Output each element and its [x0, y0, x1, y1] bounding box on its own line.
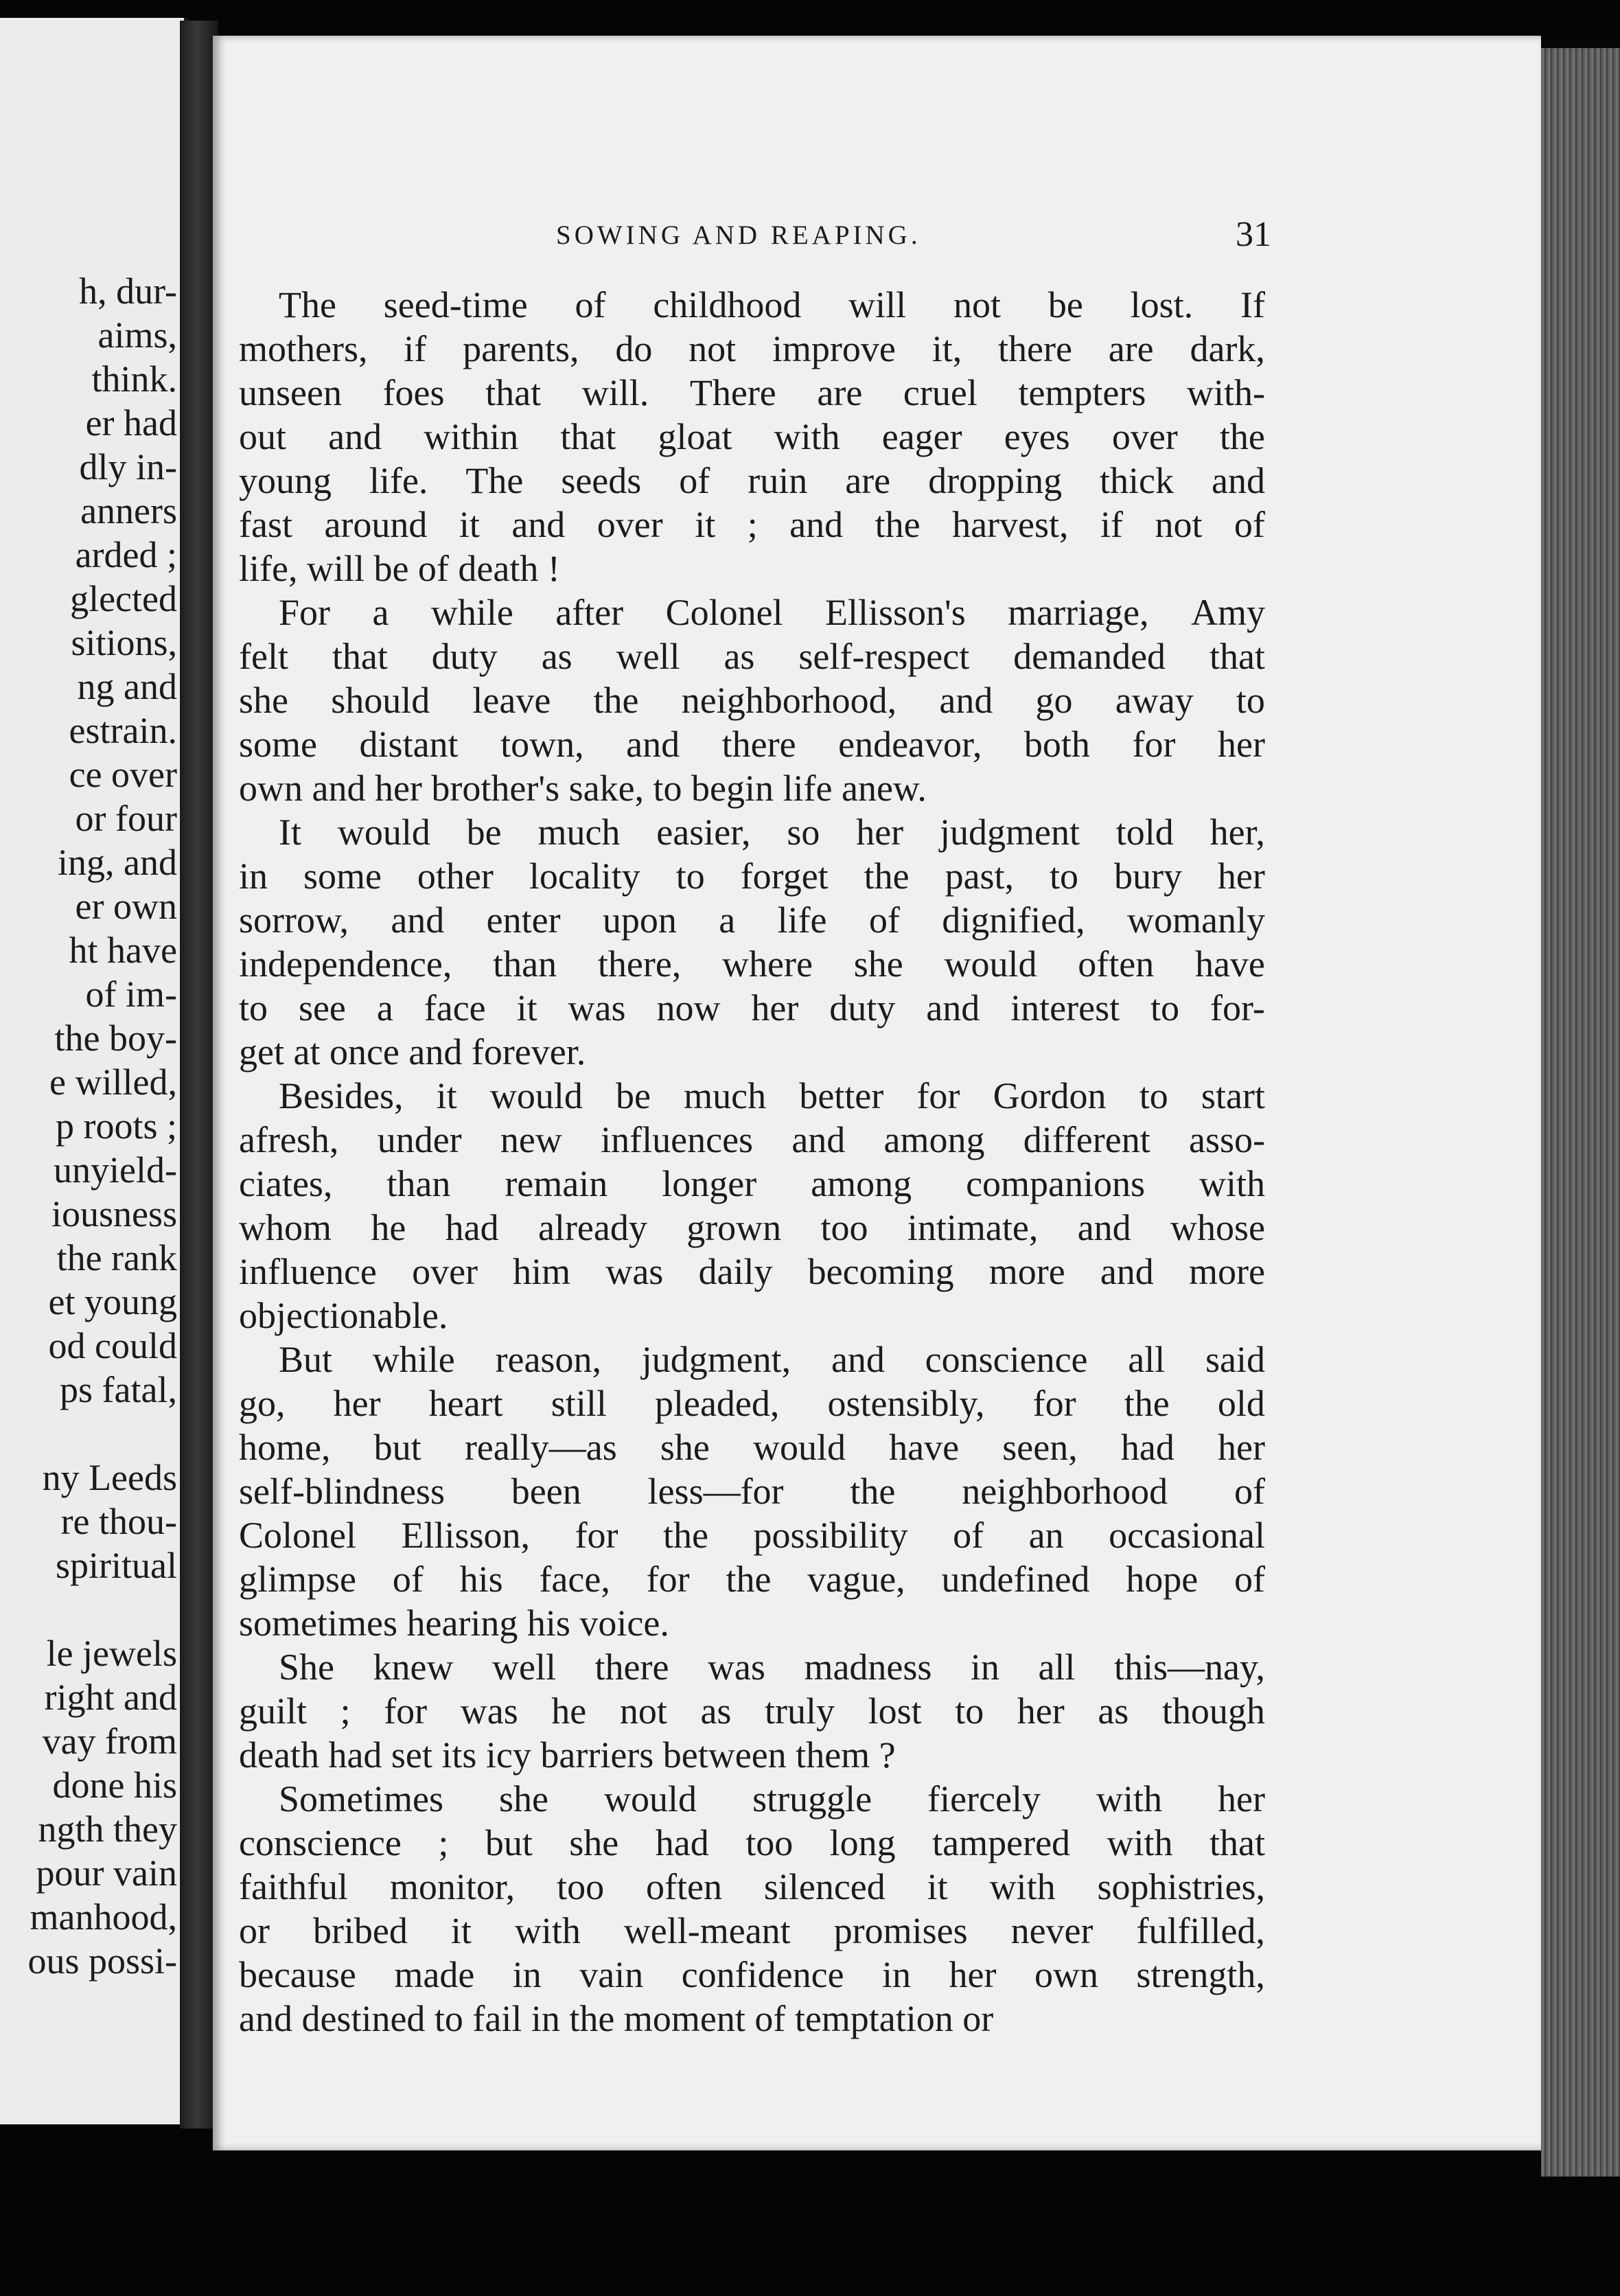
text-line: afresh, under new influences and among different asso- [239, 1119, 1265, 1160]
left-page-line: h, dur- [79, 271, 177, 312]
left-page-line: sitions, [71, 622, 177, 663]
text-line: The seed-time of childhood will not be lost. If [279, 284, 1265, 325]
text-line: self-blindness been less—for the neighborhood of [239, 1471, 1265, 1512]
left-page-line [0, 1412, 177, 1456]
left-page-line: of im- [85, 974, 177, 1015]
left-page-line: ny Leeds [42, 1457, 177, 1498]
left-page-line: think. [91, 358, 177, 400]
running-head-title: SOWING AND REAPING. [556, 220, 921, 250]
text-line: Besides, it would be much better for Gordon to start [279, 1075, 1265, 1116]
left-page-line: pour vain [36, 1852, 177, 1894]
text-line: sorrow, and enter upon a life of dignified, womanly [239, 899, 1265, 941]
text-line: out and within that gloat with eager eyes over the [239, 416, 1265, 457]
left-page-line: ce over [69, 754, 177, 795]
text-line: But while reason, judgment, and conscience all said [279, 1339, 1265, 1380]
left-page-line: anners [80, 490, 177, 531]
text-line: in some other locality to forget the past, to bury her [239, 856, 1265, 897]
text-line: It would be much easier, so her judgment told her, [279, 812, 1265, 853]
text-line: and destined to fail in the moment of temptation or [239, 1998, 994, 2039]
text-line: conscience ; but she had too long tampered with that [239, 1822, 1265, 1863]
text-line: because made in vain confidence in her own strength, [239, 1954, 1265, 1995]
text-line: independence, than there, where she would often have [239, 943, 1265, 985]
left-page-line: er had [85, 402, 177, 444]
text-line: glimpse of his face, for the vague, undefined hope of [239, 1559, 1265, 1600]
left-page-line: the rank [56, 1237, 177, 1278]
left-page-line: le jewels [46, 1633, 177, 1674]
left-page-line: od could [48, 1325, 177, 1366]
left-page-text [0, 269, 177, 1983]
text-line: sometimes hearing his voice. [239, 1603, 669, 1644]
text-line: faithful monitor, too often silenced it with sophistries, [239, 1866, 1265, 1907]
text-line: For a while after Colonel Ellisson's marriage, Amy [279, 592, 1265, 633]
left-page-line: spiritual [56, 1545, 177, 1586]
text-line: get at once and forever. [239, 1031, 586, 1072]
left-page-line: ht have [69, 930, 177, 971]
left-page-line: done his [52, 1765, 177, 1806]
left-page-line: aims, [97, 314, 177, 356]
left-facing-page [0, 18, 188, 2124]
text-line: Colonel Ellisson, for the possibility of an occasional [239, 1515, 1265, 1556]
text-line: life, will be of death ! [239, 548, 560, 589]
text-line: Sometimes she would struggle fiercely with her [279, 1778, 1265, 1819]
left-page-line: arded ; [75, 534, 177, 575]
left-page-line: glected [70, 578, 177, 619]
text-line: unseen foes that will. There are cruel tempters with- [239, 372, 1265, 413]
text-line: felt that duty as well as self-respect demanded that [239, 636, 1265, 677]
left-page-line: re thou- [60, 1501, 177, 1542]
text-line: whom he had already grown too intimate, and whose [239, 1207, 1265, 1248]
text-line: objectionable. [239, 1295, 448, 1336]
left-page-line: dly in- [79, 446, 177, 487]
text-line: young life. The seeds of ruin are dropping thick and [239, 460, 1265, 501]
text-line: death had set its icy barriers between them ? [239, 1734, 896, 1776]
text-line: ciates, than remain longer among companions with [239, 1163, 1265, 1204]
left-page-line: et young [48, 1281, 177, 1322]
text-line: to see a face it was now her duty and interest to for- [239, 987, 1265, 1029]
text-line: home, but really—as she would have seen, had her [239, 1427, 1265, 1468]
left-page-line: ng and [77, 666, 177, 707]
page-number: 31 [1236, 215, 1271, 254]
running-head [213, 215, 1541, 261]
left-page-line: right and [44, 1677, 177, 1718]
right-page [213, 36, 1541, 2150]
body-text [239, 283, 1265, 2041]
left-page-line: or four [75, 798, 177, 839]
left-page-line: er own [75, 886, 177, 927]
text-line: own and her brother's sake, to begin life anew. [239, 768, 927, 809]
left-page-line: ing, and [58, 842, 177, 883]
left-page-line: ous possi- [27, 1940, 177, 1982]
text-line: or bribed it with well-meant promises never fulfilled, [239, 1910, 1265, 1951]
left-page-line: iousness [51, 1193, 177, 1235]
text-line: guilt ; for was he not as truly lost to her as though [239, 1690, 1265, 1732]
text-line: she should leave the neighborhood, and go away to [239, 680, 1265, 721]
left-page-line: ngth they [38, 1809, 177, 1850]
left-page-line [0, 1587, 177, 1631]
text-line: mothers, if parents, do not improve it, there are dark, [239, 328, 1265, 369]
text-line: go, her heart still pleaded, ostensibly, for the old [239, 1383, 1265, 1424]
left-page-line: unyield- [54, 1149, 177, 1191]
page-edges [1541, 48, 1620, 2177]
left-page-line: manhood, [30, 1896, 177, 1938]
left-page-line: vay from [42, 1721, 177, 1762]
left-page-line: e willed, [49, 1061, 177, 1103]
left-page-line: ps fatal, [60, 1369, 177, 1410]
text-line: fast around it and over it ; and the harvest, if not of [239, 504, 1265, 545]
left-page-line: estrain. [69, 710, 177, 751]
text-line: some distant town, and there endeavor, both for her [239, 724, 1265, 765]
text-line: She knew well there was madness in all this—nay, [279, 1646, 1265, 1688]
text-line: influence over him was daily becoming more and more [239, 1251, 1265, 1292]
left-page-line: p roots ; [55, 1105, 177, 1147]
left-page-line: the boy- [54, 1018, 177, 1059]
